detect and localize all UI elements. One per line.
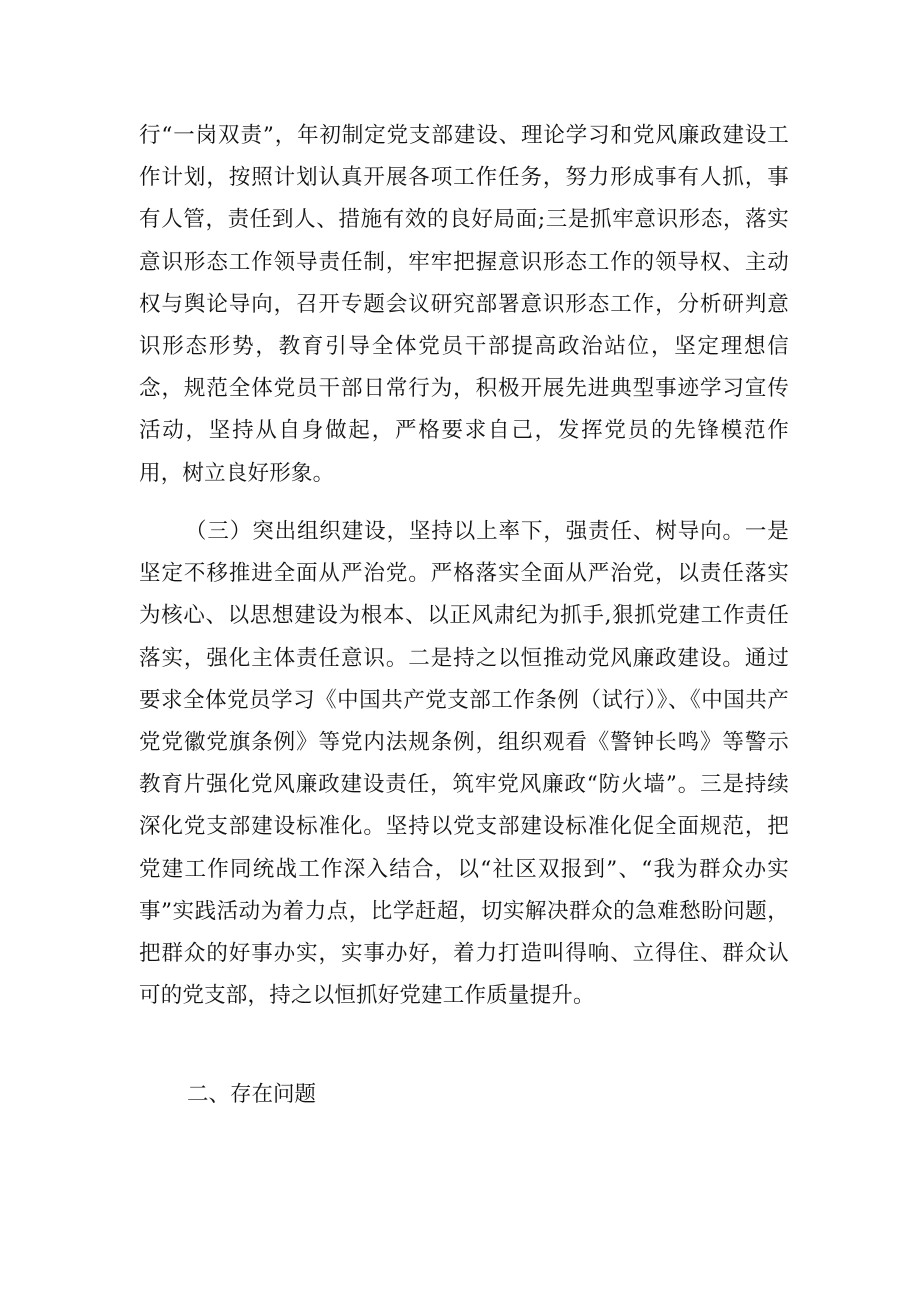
section-heading-existing-problems: 二、存在问题: [187, 1082, 317, 1107]
body-paragraph-responsibility: 行“一岗双责”，年初制定党支部建设、理论学习和党风廉政建设工作计划，按照计划认真开展各项工作任务，努力形成事有人抓，事有人管，责任到人、措施有效的良好局面;三是抓牢意识形态，落实意识形态工作领导责任制，牢牢把握意识形态工作的领导权、主动权与舆论导向，召开专题会议研究部署意识形态工作，分析研判意识形态形势，教育引导全体党员干部提高政治站位，坚定理想信念，规范全体党员干部日常行为，积极开展先进典型事迹学习宣传活动，坚持从自身做起，严格要求自己，发挥党员的先锋模范作用，树立良好形象。: [139, 123, 789, 486]
body-paragraph-organization-building: （三）突出组织建设，坚持以上率下，强责任、树导向。一是坚定不移推进全面从严治党。严格落实全面从严治党，以责任落实为核心、以思想建设为根本、以正风肃纪为抓手,狠抓党建工作责任落实，强化主体责任意识。二是持之以恒推动党风廉政建设。通过要求全体党员学习《中国共产党支部工作条例（试行）》、《中国共产党党徽党旗条例》等党内法规条例，组织观看《警钟长鸣》等警示教育片强化党风廉政建设责任，筑牢党风廉政“防火墙”。三是持续深化党支部建设标准化。坚持以党支部建设标准化促全面规范，把党建工作同统战工作深入结合，以“社区双报到”、“我为群众办实事”实践活动为着力点，比学赶超，切实解决群众的急难愁盼问题，把群众的好事办实，实事办好，着力打造叫得响、立得住、群众认可的党支部，持之以恒抓好党建工作质量提升。: [139, 519, 789, 1009]
